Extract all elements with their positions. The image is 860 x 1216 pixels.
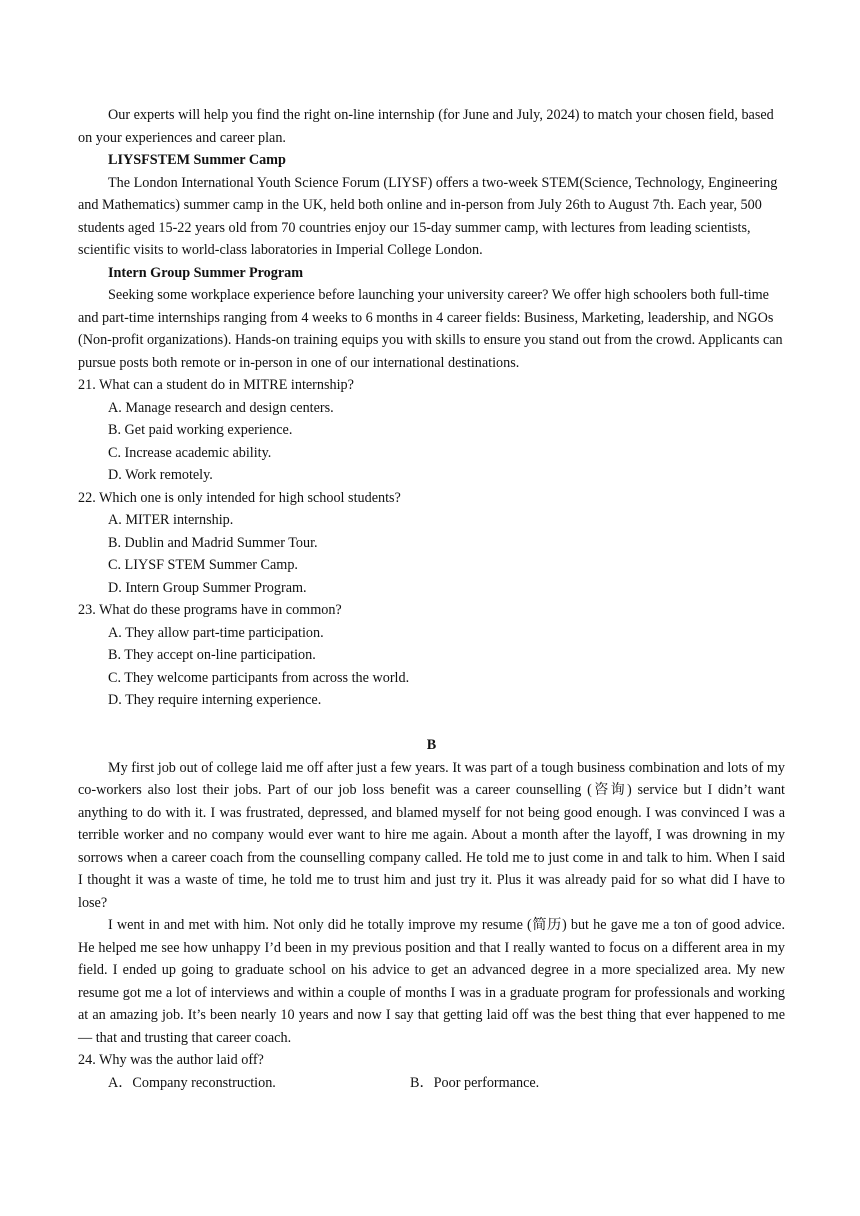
answer-option: C. LIYSF STEM Summer Camp.	[108, 557, 298, 573]
intro-paragraph: Our experts will help you find the right on-line internship (for June and July, 2024) to match your chosen field, based on your experiences and career plan.	[78, 107, 774, 146]
question-24	[78, 1049, 785, 1094]
passage-b-paragraph-2: I went in and met with him. Not only did he totally improve my resume (简历) but he gave me a ton of good advice. He helped me see how unhappy I’d been in my previous position and that I really wanted to focus on a different area in my field. I ended up going to graduate school on his advice to get an advanced degree in a more specialized area. My new resume got me a lot of interviews and within a couple of months I was in a graduate program for professionals and working at an amazing job. It’s been nearly 10 years and now I say that getting laid off was the best thing that ever happened to me — that and trusting that career coach.	[78, 917, 785, 1046]
liysf-heading: LIYSFSTEM Summer Camp	[108, 152, 286, 168]
answer-option: A. Manage research and design centers.	[108, 399, 334, 416]
question-stem: 22. Which one is only intended for high school students?	[78, 489, 401, 506]
answer-option: B. Get paid working experience.	[108, 422, 293, 438]
answer-option: D. Intern Group Summer Program.	[108, 579, 307, 596]
passage-b-paragraph-1: My first job out of college laid me off after just a few years. It was part of a tough business combination and lots of my co-workers also lost their jobs. Part of our job loss benefit was a career counselling (咨询) service but I didn’t want anything to do with it. I was frustrated, depressed, and blamed myself for not being good enough. I was convinced I was a terrible worker and no company would ever want to hire me again. About a month after the layoff, I was drowning in my sorrows when a career coach from the counselling company called. He told me to just come in and talk to him. When I said I thought it was a waste of time, he told me to trust him and just try it. Plus it was already paid for so what did I have to lose?	[78, 759, 785, 911]
section-heading: B	[426, 737, 437, 753]
liysf-paragraph: The London International Youth Science Forum (LIYSF) offers a two-week STEM(Science, Technology, Engineering and Mathematics) summer camp in the UK, held both online and in-person from July 26th to August 7th. Each year, 500 students aged 15-22 years old from 70 countries enjoy our 15-day summer camp, with lectures from leading scientists, scientific visits to world-class laboratories in Imperial College London.	[78, 174, 778, 258]
question-21	[78, 374, 785, 487]
answer-option: A. They allow part-time participation.	[108, 624, 324, 641]
question-stem: 21. What can a student do in MITRE internship?	[78, 377, 354, 393]
answer-option: B．Poor performance.	[410, 1074, 540, 1091]
answer-option: C. They welcome participants from across the world.	[108, 669, 410, 686]
answer-option: B. Dublin and Madrid Summer Tour.	[108, 534, 318, 551]
document-page	[78, 104, 785, 1094]
answer-option: D. Work remotely.	[108, 467, 213, 483]
answer-option: A．Company reconstruction.	[108, 1074, 276, 1091]
question-stem: 24. Why was the author laid off?	[78, 1052, 264, 1068]
intern-group-heading: Intern Group Summer Program	[108, 264, 304, 281]
answer-option: B. They accept on-line participation.	[108, 647, 316, 663]
question-22	[78, 487, 785, 600]
answer-option: D. They require interning experience.	[108, 692, 322, 708]
answer-option: A. MITER internship.	[108, 512, 234, 528]
question-stem: 23. What do these programs have in common?	[78, 602, 342, 618]
answer-options-row	[78, 1072, 785, 1095]
answer-option: C. Increase academic ability.	[108, 444, 272, 461]
intern-group-paragraph: Seeking some workplace experience before launching your university career? We offer high schoolers both full-time and part-time internships ranging from 4 weeks to 6 months in 4 career fields: Business, Marketing, leadership, and NGOs (Non-profit organizations). Hands-on training equips you with skills to ensure you stand out from the crowd. Applicants can pursue posts both remote or in-person in one of our international destinations.	[78, 287, 783, 371]
question-23	[78, 599, 785, 712]
